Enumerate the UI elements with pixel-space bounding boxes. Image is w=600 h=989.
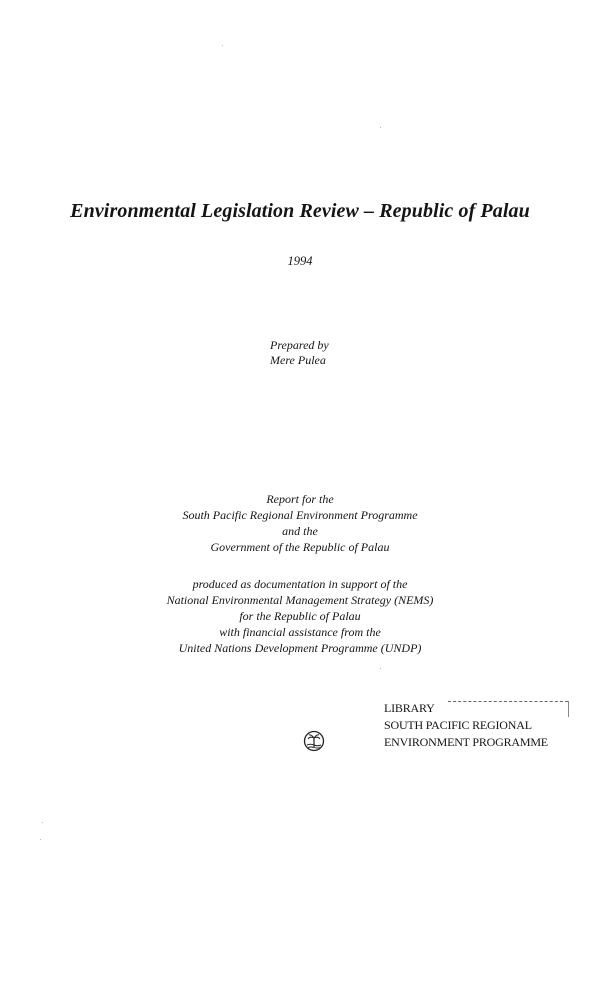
scan-speck	[40, 839, 41, 840]
produced-line-5: United Nations Development Programme (UNDP)	[178, 641, 422, 655]
report-government-line: Government of the Republic of Palau	[210, 540, 390, 554]
produced-line-1: produced as documentation in support of the	[192, 577, 408, 591]
scan-speck	[42, 822, 43, 823]
stamp-line-environment: ENVIRONMENT PROGRAMME	[384, 735, 548, 749]
scan-speck	[380, 668, 381, 669]
scan-speck	[380, 127, 381, 128]
prepared-by-block	[270, 338, 470, 368]
produced-line-2: National Environmental Management Strategy (NEMS)	[166, 593, 434, 607]
produced-line-4: with financial assistance from the	[219, 625, 381, 639]
library-stamp	[384, 700, 584, 751]
author-name: Mere Pulea	[270, 353, 326, 367]
produced-block	[140, 576, 460, 656]
document-title: Environmental Legislation Review – Republic of Palau	[70, 200, 530, 222]
report-org-line: South Pacific Regional Environment Programme	[182, 508, 418, 522]
stamp-line-south-pacific: SOUTH PACIFIC REGIONAL	[384, 718, 532, 732]
report-for-line: Report for the	[266, 492, 334, 506]
report-for-block	[150, 491, 450, 555]
scan-speck	[222, 45, 223, 46]
stamp-line-library: LIBRARY	[384, 701, 435, 715]
produced-line-3: for the Republic of Palau	[239, 609, 361, 623]
report-and-line: and the	[282, 524, 318, 538]
prepared-by-label: Prepared by	[270, 338, 329, 352]
sprep-palm-logo-icon	[303, 730, 325, 752]
document-year: 1994	[287, 254, 313, 268]
